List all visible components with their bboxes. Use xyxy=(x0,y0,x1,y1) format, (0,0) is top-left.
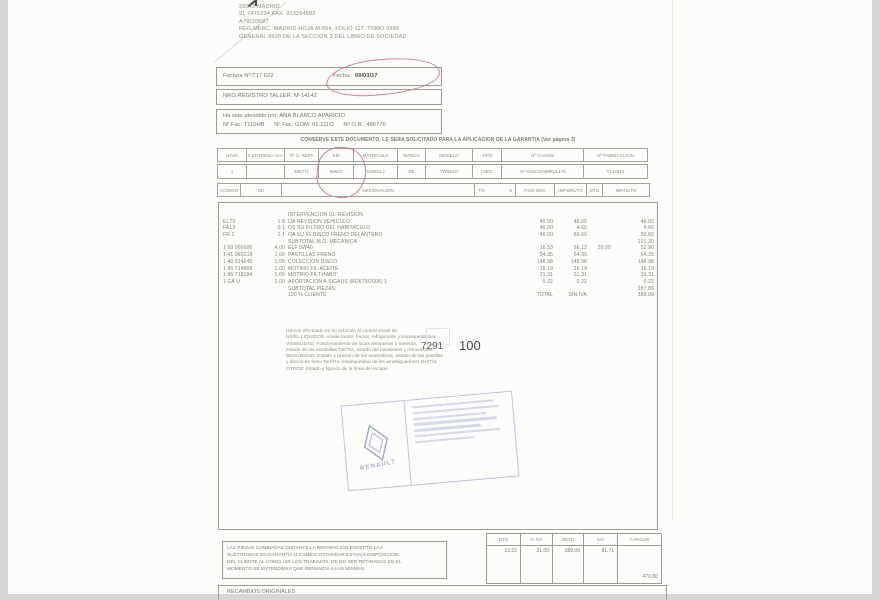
col-imp-bruto: IMP.BRUTO xyxy=(554,183,587,197)
overlay-number-small: 7291 xyxy=(421,341,444,352)
inspection-line: SEGURIDAD: Estado y presión de los neumáticos, estado de las pastillas xyxy=(286,354,443,360)
item-row xyxy=(219,245,657,252)
overlay-number-large: 100 xyxy=(459,338,481,353)
col-designacion: DESIGNACION xyxy=(281,183,475,197)
total-value: 389.09 xyxy=(637,292,654,299)
item-row xyxy=(219,232,657,239)
item-designacion: COLECCION DISCO xyxy=(288,258,338,265)
item-bruto: 50.60 xyxy=(573,232,587,239)
totals-header: IVA xyxy=(584,534,617,546)
col-matricula: MATRICULA xyxy=(353,148,398,162)
val-hoja: 1 xyxy=(217,164,247,179)
item-row xyxy=(219,212,657,219)
stamp-brand-label: RENAULT xyxy=(359,458,397,472)
stamp-logo-cell xyxy=(342,401,412,490)
item-pun: 16.19 xyxy=(539,265,553,272)
item-designacion: OS SU FILTRO DEL HABITACULO xyxy=(288,225,371,232)
val-fabricacion: T134613 xyxy=(583,164,648,179)
totals-header: A PAGAR xyxy=(618,534,661,546)
item-lines xyxy=(219,212,657,299)
item-bruto: 148.98 xyxy=(570,258,587,265)
totals-a-pagar-cell xyxy=(618,546,661,583)
totals-col-neto xyxy=(552,533,584,584)
inspection-line: Hemos efectuado en su vehículo el control visual de: xyxy=(286,329,399,334)
val-marca: RE xyxy=(397,164,426,179)
col-entrega: F.ENTREGA V.H. xyxy=(246,148,285,162)
item-neto: 4.60 xyxy=(643,225,654,232)
item-pun: 31.31 xyxy=(539,272,553,279)
col-codigo: CODIGO xyxy=(217,183,241,197)
totals-a-pagar-value: 470,80 xyxy=(642,574,658,580)
item-pun: 46.00 xyxy=(539,218,553,225)
item-row xyxy=(219,266,657,273)
item-pun: 46.00 xyxy=(539,232,553,239)
col-marca: MARCA xyxy=(397,148,426,162)
disclaimer-line: MOMENTO SE ENTENDIERA QUE RENUNCIA A LAS MISMAS. xyxy=(227,567,366,572)
item-designacion: MOTRIO FIL.ACEITE xyxy=(288,265,339,272)
item-pun: 46.00 xyxy=(539,225,553,232)
item-bruto: 31.31 xyxy=(573,272,587,279)
item-pun: 0.22 xyxy=(542,278,553,285)
inspection-line: y discos de freno Del/Tra, estanqueidad de los amortiguadores Del/Tra, xyxy=(286,360,438,366)
inspection-line: estado de las escobillas Del/Tra, estado del parabrisas y retrovisores. xyxy=(286,347,434,353)
item-codigo: 1 41 060219 xyxy=(223,252,253,259)
totals-header: % IVA xyxy=(521,534,552,546)
item-designacion: OA REVISION VEHICULO xyxy=(288,218,351,225)
item-dto: 20.00 xyxy=(597,245,611,252)
item-ud: 4.00 xyxy=(274,245,285,252)
fecha-value: 09/03/17 xyxy=(355,73,378,79)
item-bruto: 4.60 xyxy=(576,225,587,232)
disclaimer-box xyxy=(222,541,447,579)
item-neto: 0.22 xyxy=(643,278,654,285)
inspection-line: VISIBILIDAD: Funcionamiento de luces delanteras y traseras, xyxy=(286,341,418,347)
letterhead-line: REG.MERC. MADRID HOJA M-854, FOLIO 117, TOMO 9999 xyxy=(239,26,400,33)
item-neto: 54.35 xyxy=(640,252,654,259)
inspection-note xyxy=(286,329,526,373)
total-label: TOTAL xyxy=(536,292,553,299)
item-row-total xyxy=(219,292,657,299)
letterhead-line: 91 7476234 FAX: 913294582 xyxy=(239,11,316,18)
item-codigo: EL79 xyxy=(223,218,236,225)
item-neto: 31.31 xyxy=(640,272,654,279)
letterhead-line: GENERAL 8626 DE LA SECCION 3 DEL LIBRO DE SOCIEDAD xyxy=(239,33,407,40)
item-ud: 1.00 xyxy=(274,252,285,259)
disclaimer-line: LAS PIEZAS CAMBIADAS DURANTE LA REPARACION EXCEPTO LAS xyxy=(227,546,383,551)
col-ta: T/A xyxy=(478,187,486,193)
item-row-subtotal xyxy=(219,286,657,293)
totals-header: NETO xyxy=(553,534,583,546)
col-km: KM xyxy=(318,148,354,162)
item-ud: 1.00 xyxy=(274,265,285,272)
totals-header: DTO xyxy=(487,534,520,546)
vehicle-table-header xyxy=(218,148,658,162)
item-row xyxy=(219,272,657,279)
disclaimer-line: SUSTITUIDAS EN GARANTIA O CAMBIO ESTANDAR ESTAN A DISPOSICION xyxy=(227,553,399,558)
item-ud: 0.1 xyxy=(277,225,285,232)
disclaimer-line: DEL CLIENTE AL CONCLUIR LOS TRABAJOS. DE NO SER RETIRADAS EN EL xyxy=(227,560,402,565)
col-orepa: Nº O. REPA xyxy=(284,148,319,162)
val-matricula: 8186GLJ xyxy=(353,164,398,179)
item-bruto: 66.12 xyxy=(573,245,587,252)
totals-dto-value: 13.22 xyxy=(504,548,517,554)
renault-stamp xyxy=(341,391,520,492)
col-ta-eur xyxy=(474,183,516,197)
item-row xyxy=(219,252,657,259)
item-bruto: 46.00 xyxy=(573,218,587,225)
item-neto: 52.90 xyxy=(640,245,654,252)
item-designacion: 100 % CLIENTE xyxy=(288,292,327,299)
item-designacion: PASTILLAS FRENO xyxy=(288,252,336,259)
letterhead xyxy=(239,4,407,41)
col-ud: UD xyxy=(240,183,282,197)
inspection-line: NIVEL LIQUIDOS: Aceite motor, frenos, refrigerante y limpiaparabrisas. xyxy=(286,335,438,341)
totals-col-dto xyxy=(486,533,521,584)
item-neto: 46.00 xyxy=(640,218,654,225)
inspection-line: OTROS: Estado y fijación de la línea de escape. xyxy=(286,366,389,372)
val-km: 88607 xyxy=(318,164,354,179)
page-right-edge xyxy=(672,0,673,520)
renault-diamond-icon xyxy=(357,420,395,465)
totals-col-iva-pct xyxy=(520,533,553,584)
item-designacion: OA SU IG DISCO FRENO DELANTERO xyxy=(288,232,383,239)
sin-iva-label: SIN IVA xyxy=(568,292,587,299)
item-ud: 1.8 xyxy=(277,218,285,225)
item-codigo: FR 2 xyxy=(223,232,235,239)
totals-iva-value: 81.71 xyxy=(601,548,614,554)
item-codigo: 1 86 718184 xyxy=(223,272,253,279)
item-codigo: 1 86 714809 xyxy=(223,265,253,272)
item-neto: 148.98 xyxy=(637,258,654,265)
col-modelo: MODELO xyxy=(425,148,473,162)
totals-iva-pct-value: 21.00 xyxy=(536,548,549,554)
col-hoja: HOJA xyxy=(217,148,247,162)
recambios-label: RECAMBIOS ORIGINALES xyxy=(227,589,296,595)
item-designacion: SUBTOTAL PIEZAS: xyxy=(288,285,337,292)
totals-a-pagar-top xyxy=(618,546,661,548)
item-ud: 1.00 xyxy=(274,278,285,285)
item-ud: 1.00 xyxy=(274,258,285,265)
col-fabricacion: Nº FABRICACION xyxy=(583,148,648,162)
letterhead-line: 28042 MADRID xyxy=(239,4,280,10)
item-ud: 1.1 xyxy=(277,232,285,239)
totals-table xyxy=(487,533,667,584)
item-row xyxy=(219,259,657,266)
col-chasis: Nº CHASIS xyxy=(501,148,584,162)
item-codigo: 1 40 014645 xyxy=(223,258,253,265)
item-pun: 148.98 xyxy=(536,258,553,265)
item-pun: 16.53 xyxy=(539,245,553,252)
val-entrega xyxy=(246,164,285,179)
item-neto: 287.89 xyxy=(637,285,654,292)
item-neto: 50.60 xyxy=(640,232,654,239)
item-ud: 1.00 xyxy=(274,272,285,279)
col-pun-siva: P.UN SIVA xyxy=(515,183,555,197)
items-table-header xyxy=(218,183,658,197)
item-designacion: APORTACION A SIGAUS (RD679/2006) 1 xyxy=(288,278,388,285)
item-row-subtotal xyxy=(219,239,657,246)
item-bruto: 0.22 xyxy=(576,278,587,285)
item-designacion: MOTRIO FILT.HABIT xyxy=(288,272,338,279)
item-row xyxy=(219,279,657,286)
referencias: Nº Fac: T110HB Nº Fac. GOM: 01-111O Nº O.R.: 486770 xyxy=(223,122,386,128)
atendido-box xyxy=(216,109,442,134)
item-neto: 101.20 xyxy=(637,238,654,245)
conserve-notice: CONSERVE ESTE DOCUMENTO, LE SERA SOLICITADO PARA LA APLICACION DE LA GARANTIA (Ver página 3) xyxy=(300,137,576,143)
item-designacion: SUBTOTAL M.O. MECANICA : xyxy=(288,238,360,245)
totals-neto-value: 389.09 xyxy=(564,548,580,554)
stamp-text-cell xyxy=(404,392,518,485)
factura-number: Factura Nº:T17 622 xyxy=(223,73,274,79)
totals-col-iva xyxy=(583,533,618,584)
item-neto: 16.19 xyxy=(640,265,654,272)
item-codigo: 1 GA U xyxy=(223,278,241,285)
col-eur: € xyxy=(509,187,512,193)
val-modelo: TWINGO xyxy=(425,164,473,179)
item-pun: 54.35 xyxy=(539,252,553,259)
item-row xyxy=(219,225,657,232)
item-row xyxy=(219,219,657,226)
col-imp-neto: IMP.NETO xyxy=(602,183,650,197)
val-orepa: 486771 xyxy=(284,164,319,179)
col-dto: DTO xyxy=(586,183,603,197)
val-chasis: VF-CN0C/EA88RUL179 xyxy=(501,164,584,179)
item-bruto: 54.35 xyxy=(573,252,587,259)
col-tipo: TIPO xyxy=(472,148,502,162)
totals-col-a-pagar xyxy=(617,533,662,584)
registro-taller: NRO.REGISTRO TALLER: M-14142 xyxy=(223,93,317,99)
item-codigo: FA13 xyxy=(223,225,236,232)
item-designacion: INTERVENCION 01: REVISION xyxy=(288,212,364,218)
letterhead-line: A79193587 xyxy=(239,18,269,25)
recambios-box xyxy=(218,585,667,600)
vehicle-table-values xyxy=(218,164,658,179)
item-bruto: 16.19 xyxy=(573,265,587,272)
fecha-label: Fecha: xyxy=(333,73,351,79)
item-designacion: ELF 5W40 xyxy=(288,245,313,252)
registro-taller-box xyxy=(216,89,442,105)
stamp-text-line xyxy=(415,436,474,444)
item-codigo: 1 00 000000 xyxy=(223,245,253,252)
atendido-por: Ha sido atendido por: ANA BLANCO APARICIO xyxy=(223,113,346,119)
val-tipo: CN0C xyxy=(472,164,502,179)
